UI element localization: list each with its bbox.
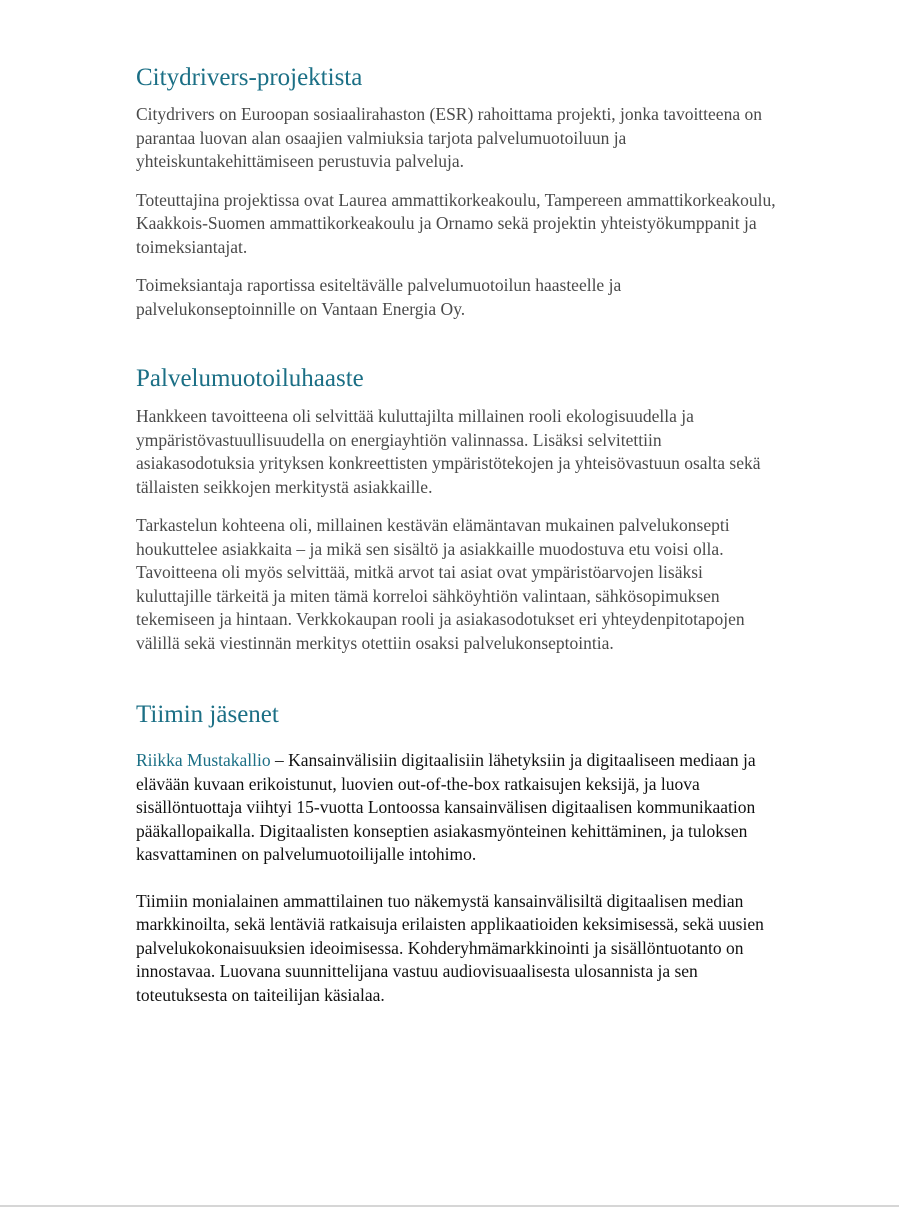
heading-palvelumuotoiluhaaste: Palvelumuotoiluhaaste [136, 365, 364, 392]
paragraph-citydrivers-client: Toimeksiantaja raportissa esiteltävälle palvelumuotoilun haasteelle ja palvelukonseptoinnille on Vantaan Energia Oy. [136, 275, 622, 319]
heading-citydrivers: Citydrivers-projektista [136, 64, 363, 91]
paragraph-challenge-focus: Tarkastelun kohteena oli, millainen kestävän elämäntavan mukainen palvelukonsepti houkuttelee asiakkaita – ja mikä sen sisältö ja asiakkaille muodostuva etu voisi olla. Tavoitteena oli myös selvittää, mitkä arvot tai asiat ovat ympäristöarvojen lisäksi kuluttajille tärkeitä ja miten tämä korreloi sähköyhtiön valintaan, sähkösopimuksen tekemiseen ja hintaan. Verkkokaupan rooli ja asiakasodotukset eri yhteydenpitotapojen välillä sekä viestinnän merkitys otettiin osaksi palvelukonseptointia. [136, 515, 745, 653]
team-member-name: Riikka Mustakallio [136, 750, 271, 770]
paragraph-team-member [136, 749, 776, 867]
paragraph-citydrivers-intro: Citydrivers on Euroopan sosiaalirahaston (ESR) rahoittama projekti, jonka tavoitteena on parantaa luovan alan osaajien valmiuksia tarjota palvelumuotoiluun ja yhteiskuntakehittämiseen perustuvia palveluja. [136, 104, 762, 171]
paragraph-challenge-goal: Hankkeen tavoitteena oli selvittää kuluttajilta millainen rooli ekologisuudella ja ympäristövastuullisuudella on energiayhtiön valinnassa. Lisäksi selvitettiin asiakasodotuksia yrityksen konkreettisten ympäristötekojen ja yhteisövastuun osalta sekä tällaisten seikkojen merkitystä asiakkaille. [136, 406, 761, 497]
paragraph-citydrivers-partners: Toteuttajina projektissa ovat Laurea ammattikorkeakoulu, Tampereen ammattikorkeakoulu, Kaakkois-Suomen ammattikorkeakoulu ja Ornamo sekä projektin yhteistyökumppanit ja toimeksiantajat. [136, 189, 776, 257]
team-member-description: – Kansainvälisiin digitaalisiin lähetyksiin ja digitaaliseen mediaan ja elävään kuvaan erikoistunut, luovien out-of-the-box ratkaisujen keksijä, ja luova sisällöntuottaja viihtyi 15-vuotta Lontoossa kansainvälisen digitaalisen kommunikaation pääkallopaikalla. Digitaalisten konseptien asiakasmyönteinen kehittäminen, ja tuloksen kasvattaminen on palvelumuotoilijalle intohimo. [136, 750, 756, 864]
heading-tiimin-jasenet: Tiimin jäsenet [136, 701, 279, 728]
paragraph-team-member-more: Tiimiin monialainen ammattilainen tuo näkemystä kansainvälisiltä digitaalisen median markkinoilta, sekä lentäviä ratkaisuja erilaisten applikaatioiden keksimisessä, sekä uusien palvelukokonaisuuksien ideoimisessa. Kohderyhmämarkkinointi ja sisällöntuotanto on innostavaa. Luovana suunnittelijana vastuu audiovisuaalisesta ulosannista ja sen toteutuksesta on taiteilijan käsialaa. [136, 890, 764, 1005]
page-content [136, 62, 776, 1007]
